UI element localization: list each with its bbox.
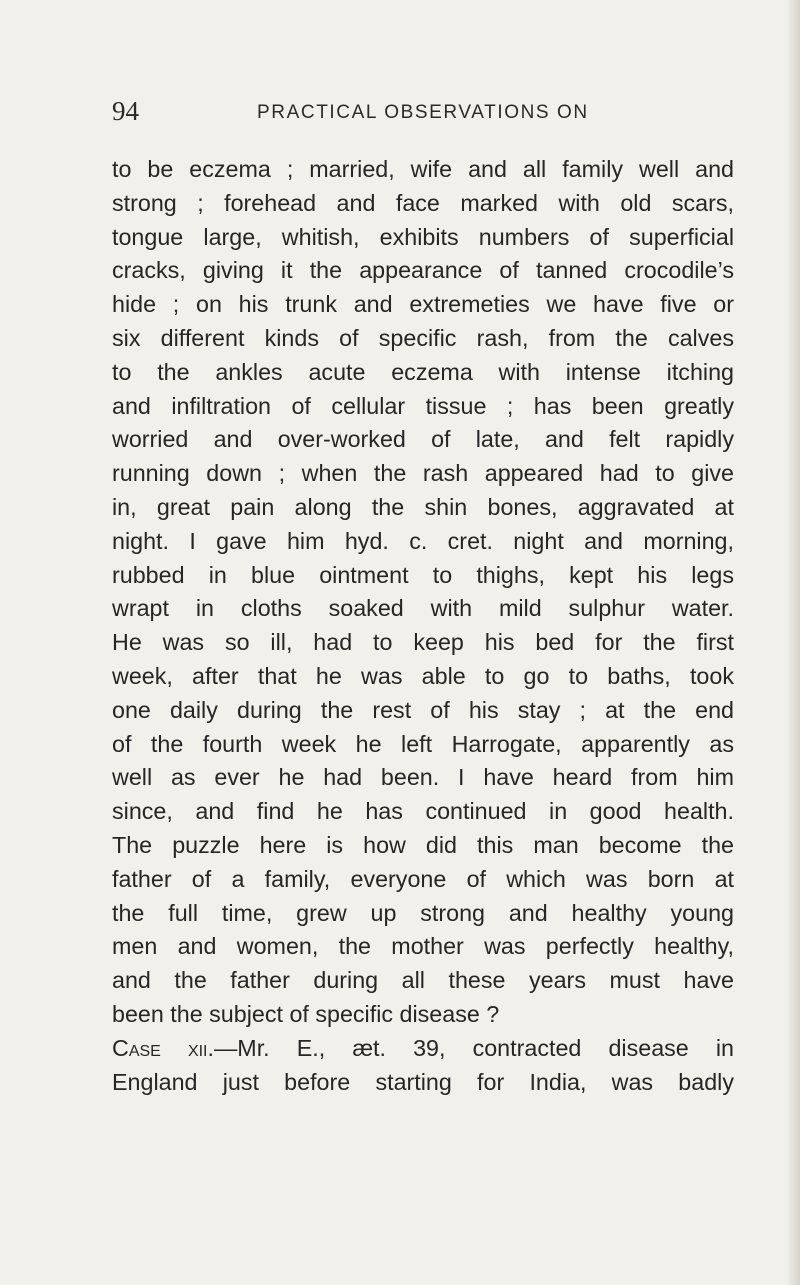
text-line: been the subject of specific disease ?	[112, 1000, 500, 1027]
text-line: England just before starting for India, was badly	[112, 1068, 734, 1095]
page-number: 94	[112, 96, 139, 126]
text-line: the full time, grew up strong and healthy young	[112, 899, 734, 926]
text-line: to the ankles acute eczema with intense itching	[112, 358, 734, 385]
text-line: hide ; on his trunk and extremeties we have five or	[112, 291, 734, 318]
case-label: Case xii.	[112, 1034, 214, 1061]
text-line: wrapt in cloths soaked with mild sulphur water.	[112, 595, 734, 622]
text-line: and infiltration of cellular tissue ; has been greatly	[112, 392, 734, 419]
text-line: cracks, giving it the appearance of tanned crocodile’s	[112, 257, 734, 284]
text-line: since, and find he has continued in good health.	[112, 798, 734, 825]
text-line: night. I gave him hyd. c. cret. night and morning,	[112, 527, 734, 554]
case-heading-line	[112, 1032, 734, 1066]
text-line: rubbed in blue ointment to thighs, kept his legs	[112, 561, 734, 588]
text-line: well as ever he had been. I have heard from him	[112, 764, 734, 791]
text-line: worried and over-worked of late, and felt rapidly	[112, 426, 734, 453]
text-line: tongue large, whitish, exhibits numbers of superficial	[112, 223, 734, 250]
text-line: men and women, the mother was perfectly healthy,	[112, 933, 734, 960]
body-text	[112, 153, 734, 1099]
text-line: running down ; when the rash appeared had to give	[112, 460, 734, 487]
text-line: The puzzle here is how did this man become the	[112, 831, 734, 858]
page-edge-shadow	[786, 0, 800, 1285]
running-head: PRACTICAL OBSERVATIONS ON	[257, 102, 589, 123]
text-line: strong ; forehead and face marked with old scars,	[112, 189, 734, 216]
text-line: He was so ill, had to keep his bed for the first	[112, 629, 734, 656]
text-line: and the father during all these years must have	[112, 967, 734, 994]
case-line-text: —Mr. E., æt. 39, contracted disease in	[213, 1034, 734, 1061]
text-line: in, great pain along the shin bones, aggravated at	[112, 493, 734, 520]
text-line: six different kinds of specific rash, from the calves	[112, 324, 734, 351]
text-line: one daily during the rest of his stay ; at the end	[112, 696, 734, 723]
page-header	[112, 96, 732, 132]
text-line: of the fourth week he left Harrogate, apparently as	[112, 730, 734, 757]
text-line: father of a family, everyone of which was born at	[112, 865, 734, 892]
text-line: to be eczema ; married, wife and all family well and	[112, 156, 734, 182]
text-line: week, after that he was able to go to baths, took	[112, 662, 734, 689]
